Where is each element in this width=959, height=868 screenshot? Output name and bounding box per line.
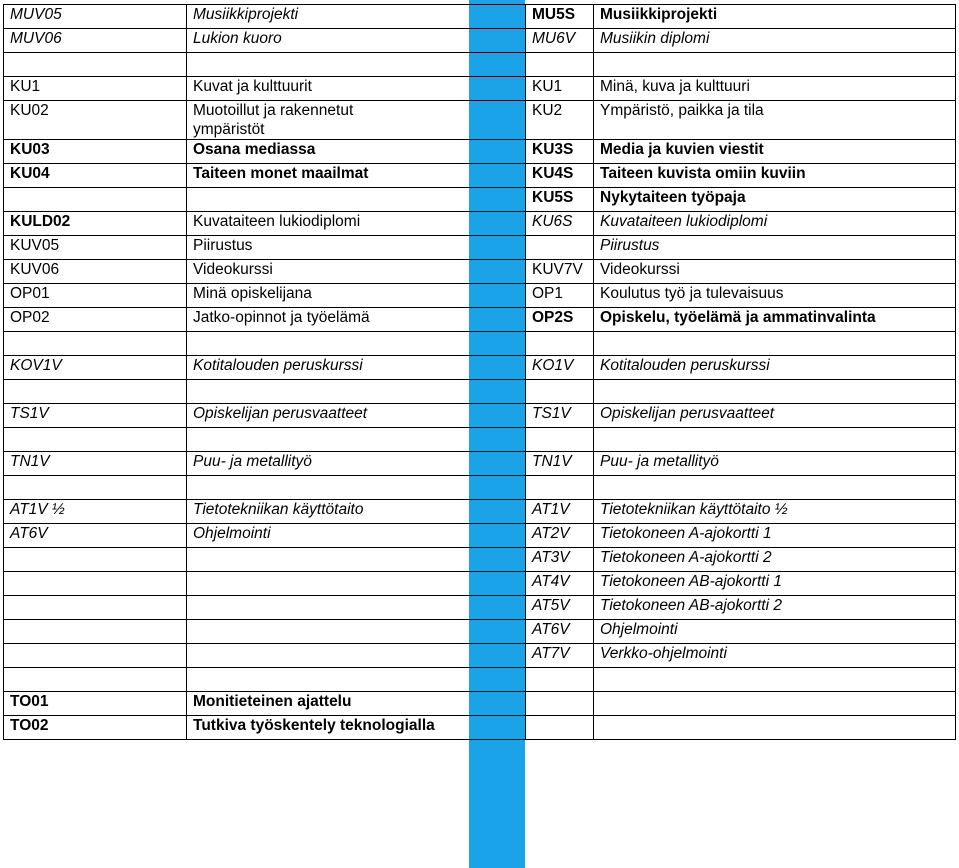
old-name-cell: Puu- ja metallityö <box>187 452 526 476</box>
new-name-cell: Kuvataiteen lukiodiplomi <box>594 212 956 236</box>
old-name-cell <box>187 53 526 77</box>
old-code-cell: MUV05 <box>4 5 187 29</box>
new-name-cell <box>594 692 956 716</box>
new-name-cell: Taiteen kuvista omiin kuviin <box>594 164 956 188</box>
new-code-cell <box>526 716 594 740</box>
table-row <box>4 188 956 212</box>
new-code-cell: AT2V <box>526 524 594 548</box>
old-name-cell: Tutkiva työskentely teknologialla <box>187 716 526 740</box>
old-code-cell <box>4 428 187 452</box>
old-code-cell: KUV05 <box>4 236 187 260</box>
new-name-cell: Opiskelijan perusvaatteet <box>594 404 956 428</box>
old-name-cell: Piirustus <box>187 236 526 260</box>
new-name-cell: Nykytaiteen työpaja <box>594 188 956 212</box>
new-code-cell: MU6V <box>526 29 594 53</box>
new-code-cell <box>526 236 594 260</box>
new-name-cell: Verkko-ohjelmointi <box>594 644 956 668</box>
new-name-cell: Opiskelu, työelämä ja ammatinvalinta <box>594 308 956 332</box>
table-row <box>4 572 956 596</box>
table-row <box>4 77 956 101</box>
table-row <box>4 452 956 476</box>
old-code-cell: KUV06 <box>4 260 187 284</box>
old-name-cell: Tietotekniikan käyttötaito <box>187 500 526 524</box>
old-name-cell <box>187 188 526 212</box>
new-name-cell: Koulutus työ ja tulevaisuus <box>594 284 956 308</box>
old-code-cell <box>4 380 187 404</box>
new-name-cell: Kotitalouden peruskurssi <box>594 356 956 380</box>
table-row <box>4 308 956 332</box>
new-code-cell: KO1V <box>526 356 594 380</box>
old-code-cell: TS1V <box>4 404 187 428</box>
new-name-cell: Tietokoneen A-ajokortti 2 <box>594 548 956 572</box>
new-code-cell <box>526 428 594 452</box>
old-code-cell <box>4 572 187 596</box>
new-name-cell <box>594 332 956 356</box>
table-row <box>4 260 956 284</box>
old-code-cell: TO02 <box>4 716 187 740</box>
old-name-cell: Kuvataiteen lukiodiplomi <box>187 212 526 236</box>
old-name-cell: Taiteen monet maailmat <box>187 164 526 188</box>
old-code-cell <box>4 53 187 77</box>
new-code-cell: TS1V <box>526 404 594 428</box>
old-name-cell: Muotoillut ja rakennetut ympäristöt <box>187 101 526 140</box>
new-name-cell: Ohjelmointi <box>594 620 956 644</box>
new-name-cell: Videokurssi <box>594 260 956 284</box>
old-code-cell: KU04 <box>4 164 187 188</box>
old-code-cell: MUV06 <box>4 29 187 53</box>
table-row <box>4 524 956 548</box>
new-name-cell: Media ja kuvien viestit <box>594 140 956 164</box>
old-name-cell <box>187 644 526 668</box>
old-name-cell: Videokurssi <box>187 260 526 284</box>
new-code-cell: TN1V <box>526 452 594 476</box>
course-table-body <box>4 5 956 740</box>
old-code-cell: AT1V ½ <box>4 500 187 524</box>
new-name-cell: Musiikin diplomi <box>594 29 956 53</box>
new-name-cell <box>594 428 956 452</box>
new-code-cell: OP1 <box>526 284 594 308</box>
table-row <box>4 332 956 356</box>
new-code-cell: AT5V <box>526 596 594 620</box>
old-name-cell <box>187 548 526 572</box>
table-row <box>4 500 956 524</box>
table-row <box>4 164 956 188</box>
table-row <box>4 428 956 452</box>
new-code-cell: KU5S <box>526 188 594 212</box>
new-code-cell: OP2S <box>526 308 594 332</box>
table-row <box>4 476 956 500</box>
new-name-cell: Piirustus <box>594 236 956 260</box>
old-code-cell: KULD02 <box>4 212 187 236</box>
new-name-cell <box>594 380 956 404</box>
old-name-cell: Musiikkiprojekti <box>187 5 526 29</box>
table-row <box>4 620 956 644</box>
old-code-cell: AT6V <box>4 524 187 548</box>
new-name-cell: Tietokoneen AB-ajokortti 2 <box>594 596 956 620</box>
old-code-cell <box>4 188 187 212</box>
course-mapping-table <box>3 4 956 740</box>
old-code-cell: TO01 <box>4 692 187 716</box>
new-name-cell <box>594 668 956 692</box>
new-name-cell: Tietokoneen AB-ajokortti 1 <box>594 572 956 596</box>
old-name-cell <box>187 572 526 596</box>
old-name-cell: Kotitalouden peruskurssi <box>187 356 526 380</box>
new-name-cell: Ympäristö, paikka ja tila <box>594 101 956 140</box>
old-code-cell: TN1V <box>4 452 187 476</box>
new-code-cell: KU2 <box>526 101 594 140</box>
old-code-cell <box>4 332 187 356</box>
new-code-cell: AT4V <box>526 572 594 596</box>
new-code-cell: AT1V <box>526 500 594 524</box>
old-name-cell <box>187 332 526 356</box>
table-row <box>4 380 956 404</box>
old-name-cell: Jatko-opinnot ja työelämä <box>187 308 526 332</box>
old-name-cell: Osana mediassa <box>187 140 526 164</box>
old-name-cell: Ohjelmointi <box>187 524 526 548</box>
old-name-cell <box>187 428 526 452</box>
old-code-cell <box>4 476 187 500</box>
old-name-cell <box>187 620 526 644</box>
new-name-cell: Tietokoneen A-ajokortti 1 <box>594 524 956 548</box>
old-code-cell: OP01 <box>4 284 187 308</box>
new-name-cell: Minä, kuva ja kulttuuri <box>594 77 956 101</box>
new-code-cell <box>526 476 594 500</box>
table-row <box>4 5 956 29</box>
new-name-cell: Musiikkiprojekti <box>594 5 956 29</box>
table-row <box>4 140 956 164</box>
new-code-cell <box>526 332 594 356</box>
old-code-cell: KU03 <box>4 140 187 164</box>
new-code-cell <box>526 668 594 692</box>
table-row <box>4 644 956 668</box>
table-row <box>4 356 956 380</box>
new-code-cell <box>526 380 594 404</box>
old-name-cell: Minä opiskelijana <box>187 284 526 308</box>
old-code-cell <box>4 668 187 692</box>
new-code-cell: KU4S <box>526 164 594 188</box>
old-name-cell <box>187 668 526 692</box>
new-name-cell: Tietotekniikan käyttötaito ½ <box>594 500 956 524</box>
old-name-cell <box>187 380 526 404</box>
table-row <box>4 236 956 260</box>
new-code-cell <box>526 53 594 77</box>
old-code-cell <box>4 644 187 668</box>
old-name-cell: Lukion kuoro <box>187 29 526 53</box>
new-code-cell: KU6S <box>526 212 594 236</box>
old-code-cell: OP02 <box>4 308 187 332</box>
old-code-cell: KU1 <box>4 77 187 101</box>
table-row <box>4 284 956 308</box>
old-code-cell: KOV1V <box>4 356 187 380</box>
old-code-cell <box>4 620 187 644</box>
table-row <box>4 53 956 77</box>
new-name-cell <box>594 53 956 77</box>
new-code-cell <box>526 692 594 716</box>
new-code-cell: KU3S <box>526 140 594 164</box>
new-code-cell: MU5S <box>526 5 594 29</box>
table-row <box>4 212 956 236</box>
old-code-cell <box>4 548 187 572</box>
old-name-cell <box>187 596 526 620</box>
old-code-cell <box>4 596 187 620</box>
table-row <box>4 548 956 572</box>
old-name-cell: Kuvat ja kulttuurit <box>187 77 526 101</box>
table-row <box>4 716 956 740</box>
table-row <box>4 404 956 428</box>
new-code-cell: KU1 <box>526 77 594 101</box>
old-name-cell: Opiskelijan perusvaatteet <box>187 404 526 428</box>
new-code-cell: AT6V <box>526 620 594 644</box>
new-code-cell: AT3V <box>526 548 594 572</box>
new-code-cell: KUV7V <box>526 260 594 284</box>
new-name-cell: Puu- ja metallityö <box>594 452 956 476</box>
old-name-cell <box>187 476 526 500</box>
new-name-cell <box>594 716 956 740</box>
table-row <box>4 692 956 716</box>
table-row <box>4 29 956 53</box>
old-code-cell: KU02 <box>4 101 187 140</box>
old-name-cell: Monitieteinen ajattelu <box>187 692 526 716</box>
new-name-cell <box>594 476 956 500</box>
table-row <box>4 596 956 620</box>
new-code-cell: AT7V <box>526 644 594 668</box>
table-row <box>4 668 956 692</box>
table-row <box>4 101 956 140</box>
